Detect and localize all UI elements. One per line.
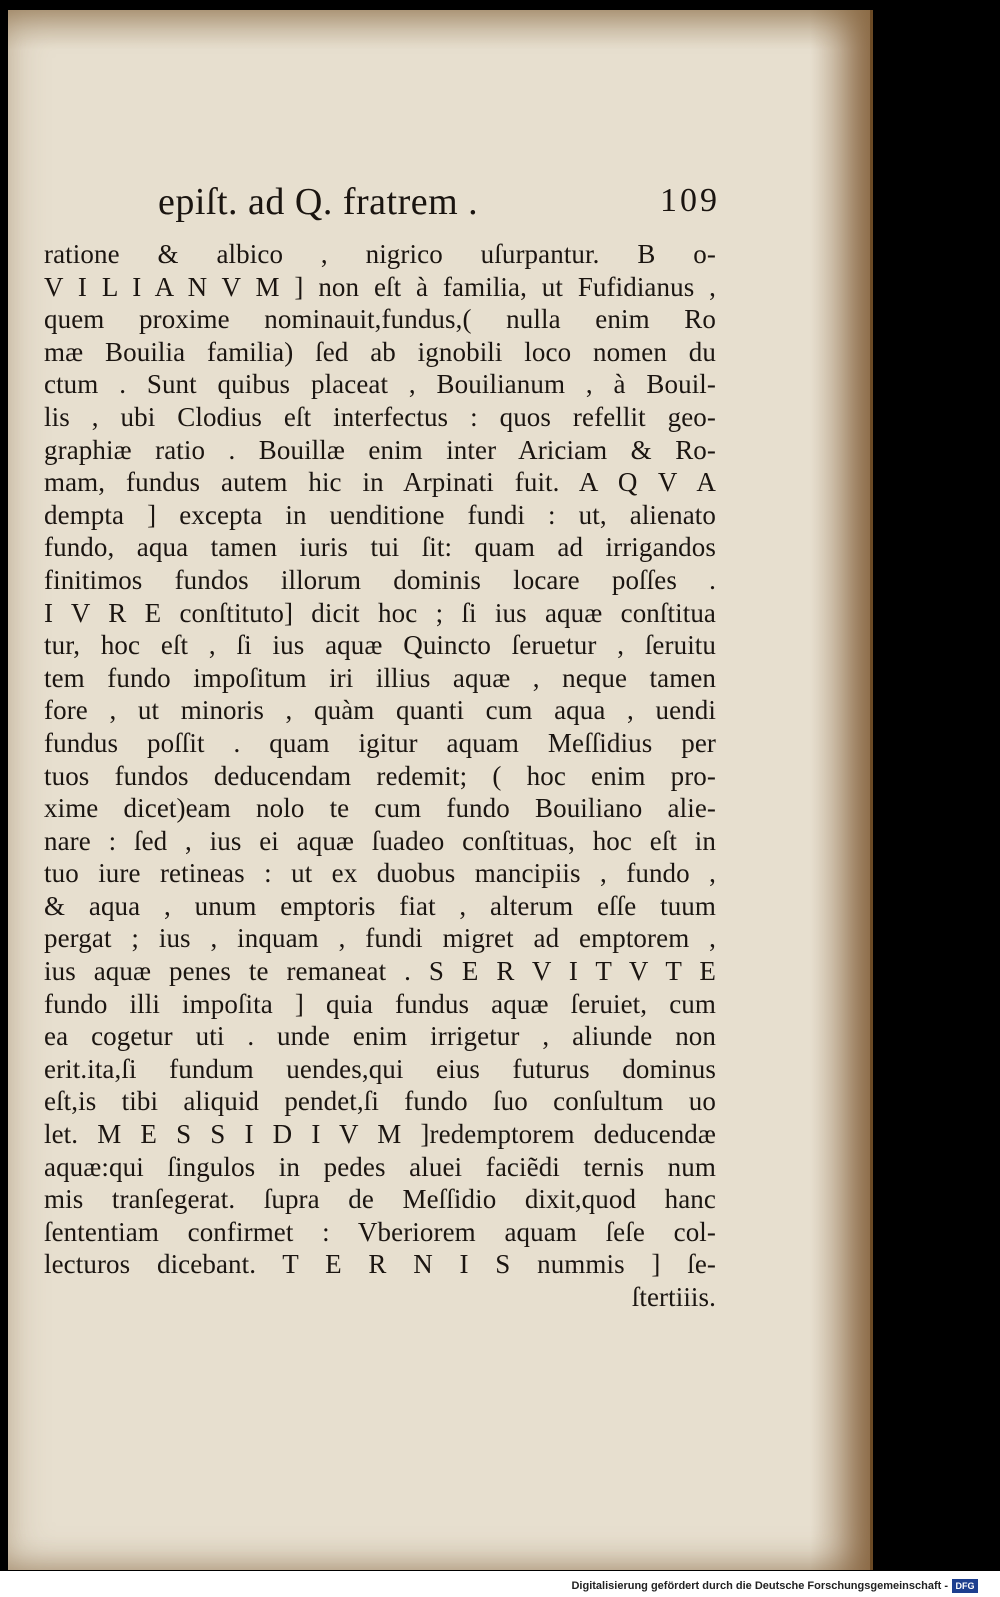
text-line: lis , ubi Clodius eſt interfectus : quos refellit geo- [44,401,716,432]
text-line: fundo illi impoſita ] quia fundus aquæ ſeruiet, cum [44,988,716,1019]
text-line: & aqua , unum emptoris fiat , alterum eſſe tuum [44,890,716,921]
text-line: erit.ita,ſi fundum uendes,qui eius futurus dominus [44,1053,716,1084]
page-header [128,180,720,230]
text-line: mæ Bouilia familia) ſed ab ignobili loco nomen du [44,336,716,367]
text-line: lecturos dicebant. T E R N I S nummis ] ſe- [44,1249,716,1280]
text-line: let. M E S S I D I V M ]redemptorem deducendæ [44,1119,716,1150]
text-line: fore , ut minoris , quàm quanti cum aqua , uendi [44,695,716,726]
text-line: ſtertiiis. [631,1282,716,1312]
text-line: tem fundo impoſitum iri illius aquæ , neque tamen [44,662,716,693]
text-line: tuo iure retineas : ut ex duobus mancipiis , fundo , [44,858,716,889]
text-line: fundo, aqua tamen iuris tui ſit: quam ad irrigandos [44,532,716,563]
page-top-stain [8,10,870,50]
scanned-page [8,10,873,1570]
text-line: graphiæ ratio . Bouillæ enim inter Ariciam & Ro- [44,434,716,465]
text-line: quem proxime nominauit,fundus,( nulla enim Ro [44,304,716,335]
page-number: 109 [660,182,720,219]
dfg-logo: DFG [952,1579,978,1593]
text-line: pergat ; ius , inquam , fundi migret ad emptorem , [44,923,716,954]
footer-credit: Digitalisierung gefördert durch die Deutsche Forschungsgemeinschaft - [571,1580,948,1592]
text-line: eſt,is tibi aliquid pendet,ſi fundo ſuo conſultum uo [44,1086,716,1117]
text-line: ctum . Sunt quibus placeat , Bouilianum , à Bouil- [44,369,716,400]
text-line: fundus poſſit . quam igitur aquam Meſſidius per [44,727,716,758]
text-line: dempta ] excepta in uenditione fundi : ut, alienato [44,499,716,530]
text-line: mam, fundus autem hic in Arpinati fuit. A Q V A [44,467,716,498]
text-line: ratione & albico , nigrico uſurpantur. B o- [44,239,716,269]
text-line: I V R E conſtituto] dicit hoc ; ſi ius aquæ conſtitua [44,597,716,628]
text-line: tuos fundos deducendam redemit; ( hoc enim pro- [44,760,716,791]
body-text [44,238,716,1314]
text-line: mis tranſegerat. ſupra de Meſſidio dixit,quod hanc [44,1184,716,1215]
text-line: ius aquæ penes te remaneat . S E R V I T V T E [44,956,716,987]
digitization-footer [0,1571,1000,1597]
text-line: finitimos fundos illorum dominis locare poſſes . [44,564,716,595]
text-line: xime dicet)eam nolo te cum fundo Bouiliano alie- [44,793,716,824]
text-line: ſententiam confirmet : Vberiorem aquam ſeſe col- [44,1216,716,1247]
text-line: aquæ:qui ſingulos in pedes aluei faciẽdi ternis num [44,1151,716,1182]
text-line: tur, hoc eſt , ſi ius aquæ Quincto ſeruetur , ſeruitu [44,630,716,661]
page-edge-stain [810,10,870,1570]
text-line: ea cogetur uti . unde enim irrigetur , aliunde non [44,1021,716,1052]
text-line: V I L I A N V M ] non eſt à familia, ut Fufidianus , [44,271,716,302]
text-line: nare : ſed , ius ei aquæ ſuadeo conſtituas, hoc eſt in [44,825,716,856]
running-title: epiſt. ad Q. fratrem . [158,181,479,223]
